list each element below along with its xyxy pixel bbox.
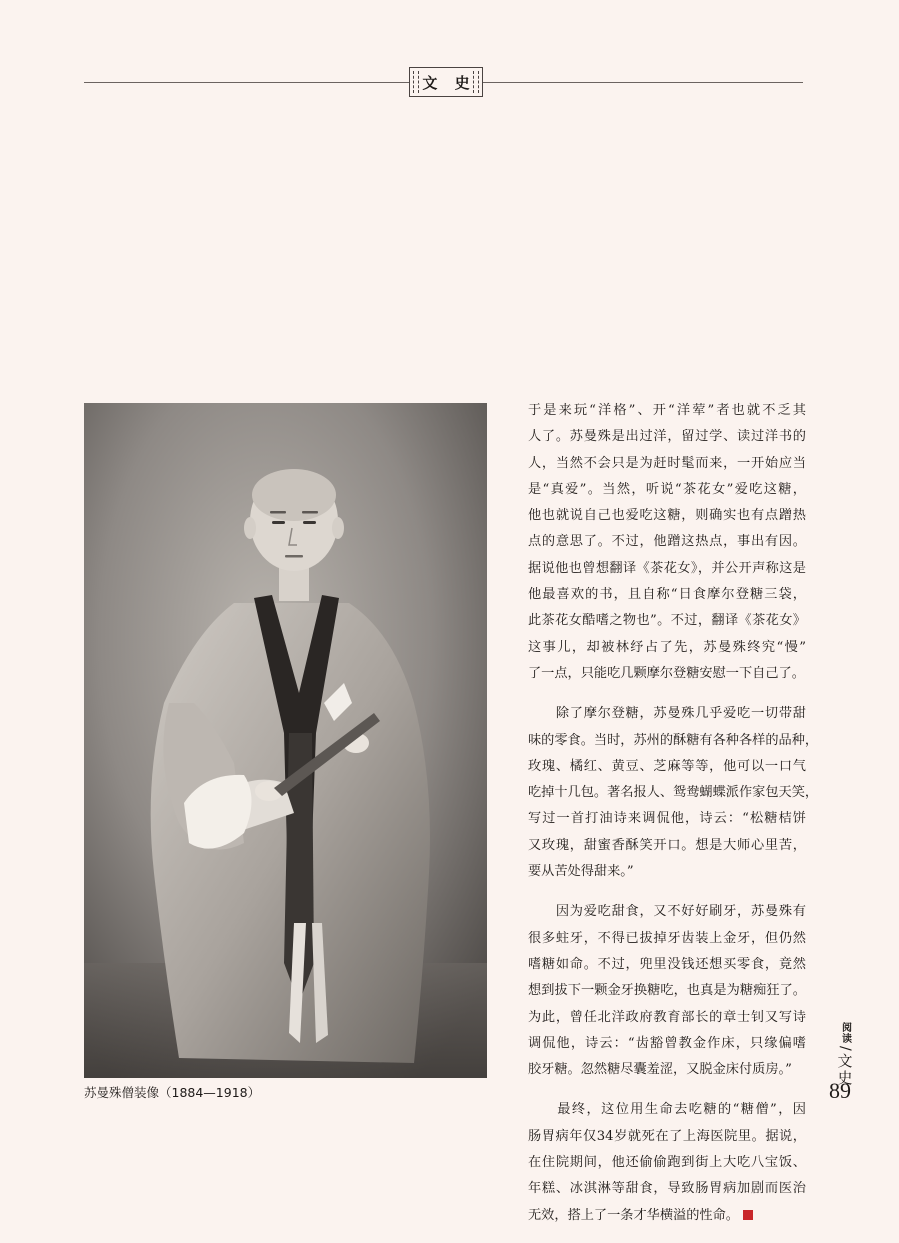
text-line: 此茶花女酷嗜之物也”。不过，翻译《茶花女》 bbox=[528, 613, 806, 629]
article-body bbox=[528, 398, 819, 1243]
article-paragraph bbox=[528, 899, 806, 1083]
text-line: 人了。苏曼殊是出过洋，留过学、读过洋书的 bbox=[528, 429, 806, 445]
text-line: 是“真爱”。当然，听说“茶花女”爱吃这糖， bbox=[528, 481, 806, 497]
section-tag bbox=[409, 67, 483, 97]
final-line-text: 无效，搭上了一条才华横溢的性命。 bbox=[528, 1207, 739, 1223]
text-line: 肠胃病年仅34岁就死在了上海医院里。据说， bbox=[528, 1128, 806, 1144]
text-line: 胶牙糖。忽然糖尽囊羞涩，又脱金床付质房。” bbox=[528, 1062, 792, 1078]
article-paragraph bbox=[528, 1097, 806, 1228]
text-line: 因为爱吃甜食，又不好好刷牙，苏曼殊有 bbox=[528, 904, 806, 920]
magazine-name: 阅读 bbox=[839, 1022, 851, 1044]
page-number: 89 bbox=[829, 1078, 851, 1103]
text-line: 除了摩尔登糖，苏曼殊几乎爱吃一切带甜 bbox=[528, 706, 806, 722]
article-paragraph bbox=[528, 398, 806, 687]
article-paragraph bbox=[528, 701, 819, 885]
text-line: 要从苦处得甜来。” bbox=[528, 864, 634, 880]
text-line: 了一点，只能吃几颗摩尔登糖安慰一下自己了。 bbox=[528, 665, 805, 681]
text-line: 年糕、冰淇淋等甜食，导致肠胃病加剧而医治 bbox=[528, 1181, 806, 1197]
text-line: 最终，这位用生命去吃糖的“糖僧”，因 bbox=[528, 1102, 806, 1118]
text-line: 在住院期间，他还偷偷跑到街上大吃八宝饭、 bbox=[528, 1155, 806, 1171]
portrait-photo bbox=[84, 403, 487, 1078]
section-tag-label: 文 史 bbox=[422, 73, 476, 92]
folio-slash: / bbox=[837, 1046, 853, 1051]
text-line: 点的意思了。不过，他蹭这热点，事出有因。 bbox=[528, 534, 806, 550]
text-line: 写过一首打油诗来调侃他，诗云：“松糖桔饼 bbox=[528, 811, 806, 827]
text-line: 嗜糖如命。不过，兜里没钱还想买零食，竟然 bbox=[528, 956, 806, 972]
text-line: 玫瑰、橘红、黄豆、芝麻等等，他可以一口气 bbox=[528, 758, 806, 774]
text-line: 他最喜欢的书，且自称“日食摩尔登糖三袋， bbox=[528, 587, 806, 603]
magazine-section-folio bbox=[835, 1022, 855, 1087]
text-line: 这事儿，却被林纾占了先，苏曼殊终究“慢” bbox=[528, 639, 806, 655]
text-line: 调侃他，诗云：“齿豁曾教金作床，只缘偏嗜 bbox=[528, 1035, 806, 1051]
text-line: 想到拔下一颗金牙换糖吃，也真是为糖痴狂了。 bbox=[528, 983, 806, 999]
text-line: 为此，曾任北洋政府教育部长的章士钊又写诗 bbox=[528, 1009, 806, 1025]
end-of-article-mark bbox=[743, 1210, 753, 1220]
text-line: 又玫瑰，甜蜜香酥笑开口。想是大师心里苦， bbox=[528, 837, 806, 853]
text-line: 很多蛀牙，不得已拔掉牙齿装上金牙，但仍然 bbox=[528, 930, 806, 946]
text-line: 他也就说自己也爱吃这糖，则确实也有点蹭热 bbox=[528, 508, 806, 524]
photo-caption: 苏曼殊僧装像（1884—1918） bbox=[84, 1085, 261, 1100]
text-line: 据说他也曾想翻译《茶花女》，并公开声称这是 bbox=[528, 560, 806, 576]
text-line: 于是来玩“洋格”、开“洋荤”者也就不乏其 bbox=[528, 403, 806, 418]
text-line: 人，当然不会只是为赶时髦而来，一开始应当 bbox=[528, 455, 806, 471]
text-line: 味的零食。当时，苏州的酥糖有各种各样的品种， bbox=[528, 732, 819, 748]
text-line bbox=[528, 1203, 806, 1229]
text-line: 吃掉十几包。著名报人、鸳鸯蝴蝶派作家包天笑， bbox=[528, 785, 819, 801]
folio-section: 文史 bbox=[835, 1052, 854, 1087]
